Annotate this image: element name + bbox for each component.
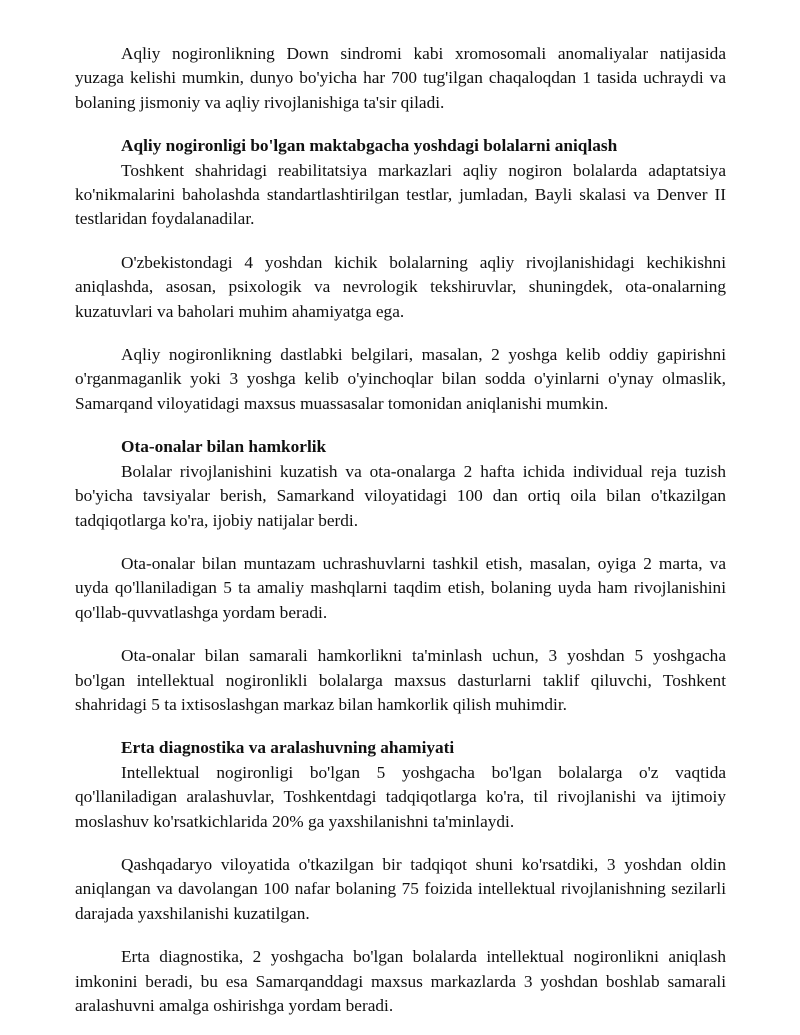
section-heading-parents: Ota-onalar bilan hamkorlik bbox=[121, 437, 327, 457]
diagnostics-paragraph-1: Intellektual nogironligi bo'lgan 5 yoshgacha bo'lgan bolalarga o'z vaqtida qo'llaniladigan aralashuvlar, Toshkentdagi tadqiqotlarga ko'ra, til rivojlanishi va ijtimoiy moslashuv ko'rsatkichlarida 20% ga yaxshilanishni ta'minlaydi. bbox=[75, 762, 726, 831]
spacer bbox=[75, 533, 726, 552]
intro-paragraph: Aqliy nogironlikning Down sindromi kabi xromosomali anomaliyalar natijasida yuzaga kelishi mumkin, dunyo bo'yicha har 700 tug'ilgan chaqaloqdan 1 tasida uchraydi va bolaning jismoniy va aqliy rivojlanishiga ta'sir qiladi. bbox=[75, 44, 726, 112]
parents-paragraph-3: Ota-onalar bilan samarali hamkorlikni ta'minlash uchun, 3 yoshdan 5 yoshgacha bo'lgan intellektual nogironlikli bolalarga maxsus dasturlarni taklif qiluvchi, Toshkent shahridagi 5 ta ixtisoslashgan markaz bilan hamkorlik qilish muhimdir. bbox=[75, 646, 726, 714]
parents-paragraph-2: Ota-onalar bilan muntazam uchrashuvlarni tashkil etish, masalan, oyiga 2 marta, va uyda qo'llaniladigan 5 ta amaliy mashqlarni taqdim etish, bolaning uyda ham rivojlanishini qo'llab-quvvatlashga yordam beradi. bbox=[75, 553, 726, 622]
spacer bbox=[75, 324, 726, 343]
parents-paragraph-1: Bolalar rivojlanishini kuzatish va ota-onalarga 2 hafta ichida individual reja tuzish bo'yicha tavsiyalar berish, Samarkand viloyatidagi 100 dan ortiq oila bilan o'tkazilgan tadqiqotlarga ko'ra, ijobiy natijalar berdi. bbox=[75, 461, 726, 530]
identification-paragraph-1: Toshkent shahridagi reabilitatsiya markazlari aqliy nogiron bolalarda adaptatsiya ko'nikmalarini baholashda standartlashtirilgan testlar, jumladan, Bayli skalasi va Denver II testlaridan foydalanadilar. bbox=[75, 160, 726, 229]
spacer bbox=[75, 834, 726, 853]
spacer bbox=[75, 625, 726, 644]
document-page bbox=[75, 42, 726, 1018]
spacer bbox=[75, 232, 726, 251]
spacer bbox=[75, 926, 726, 945]
spacer bbox=[75, 115, 726, 134]
section-heading-identification: Aqliy nogironligi bo'lgan maktabgacha yoshdagi bolalarni aniqlash bbox=[121, 136, 618, 156]
spacer bbox=[75, 416, 726, 435]
diagnostics-paragraph-3: Erta diagnostika, 2 yoshgacha bo'lgan bolalarda intellektual nogironlikni aniqlash imkonini beradi, bu esa Samarqanddagi maxsus markazlarda 3 yoshdan boshlab samarali aralashuvni amalga oshirishga yordam beradi. bbox=[75, 947, 726, 1015]
section-heading-early-diagnostics: Erta diagnostika va aralashuvning ahamiyati bbox=[121, 738, 455, 758]
diagnostics-paragraph-2: Qashqadaryo viloyatida o'tkazilgan bir tadqiqot shuni ko'rsatdiki, 3 yoshdan oldin aniqlangan va davolangan 100 nafar bolaning 75 foizida intellektual rivojlanishning sezilarli darajada yaxshilanishi kuzatilgan. bbox=[75, 854, 726, 923]
identification-paragraph-3: Aqliy nogironlikning dastlabki belgilari, masalan, 2 yoshga kelib oddiy gapirishni o'rganmaganlik yoki 3 yoshga kelib o'yinchoqlar bilan sodda o'yinlarni o'ynay olmaslik, Samarqand viloyatidagi maxsus muassasalar tomonidan aniqlanishi mumkin. bbox=[75, 345, 726, 413]
identification-paragraph-2: O'zbekistondagi 4 yoshdan kichik bolalarning aqliy rivojlanishidagi kechikishni aniqlashda, asosan, psixologik va nevrologik tekshiruvlar, shuningdek, ota-onalarning kuzatuvlari va baholari muhim ahamiyatga ega. bbox=[75, 252, 726, 321]
spacer bbox=[75, 717, 726, 736]
